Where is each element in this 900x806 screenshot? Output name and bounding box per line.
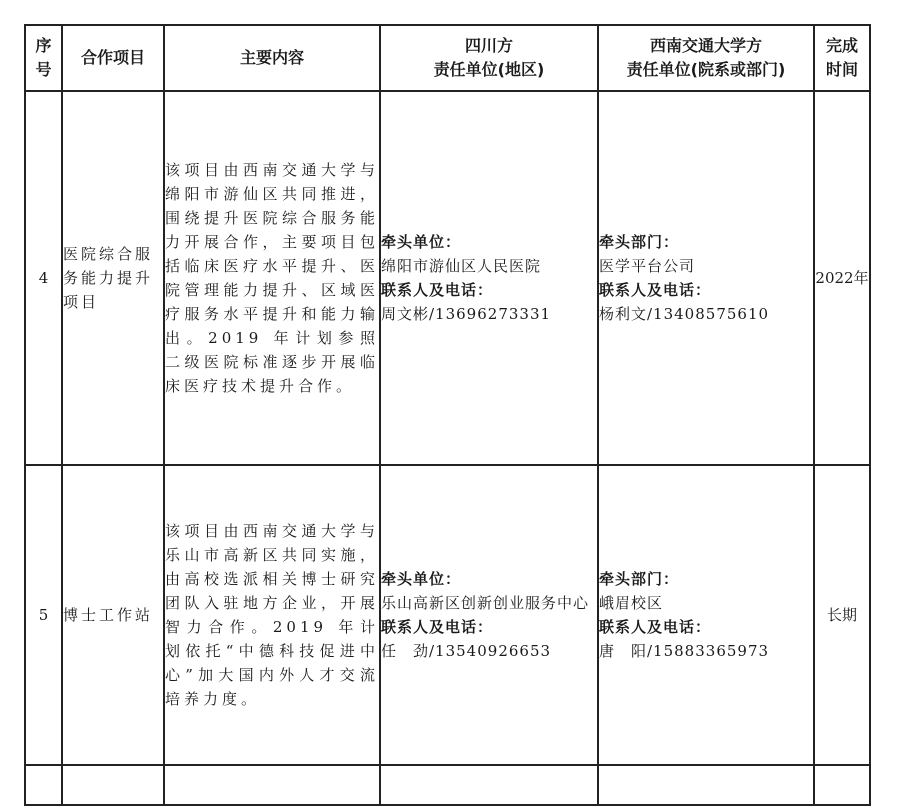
row-time: [814, 91, 870, 465]
header-row: [25, 25, 870, 91]
row-swjtu-unit: [598, 465, 814, 765]
cooperation-table: [24, 24, 871, 806]
header-time: 完成 时间: [814, 25, 870, 91]
lead-label: 牵头单位：: [381, 233, 462, 251]
lead-unit: 绵阳市游仙区人民医院: [381, 257, 542, 275]
time-value: 2022年: [815, 269, 869, 287]
lead-label: 牵头单位：: [381, 570, 462, 588]
row-seq: 4: [25, 91, 62, 465]
lead-label: 牵头部门：: [599, 233, 680, 251]
header-content: 主要内容: [164, 25, 380, 91]
lead-unit: 峨眉校区: [599, 594, 664, 612]
contact-label: 联系人及电话：: [599, 618, 712, 636]
header-seq: 序 号: [25, 25, 62, 91]
lead-unit: 医学平台公司: [599, 257, 696, 275]
row-sichuan-unit: [380, 465, 598, 765]
lead-unit: 乐山高新区创新创业服务中心: [381, 594, 590, 612]
row-swjtu-unit: [598, 91, 814, 465]
contact-value: 唐 阳/15883365973: [599, 642, 770, 660]
row-content: 该项目由西南交通大学与乐山市高新区共同实施，由高校选派相关博士研究团队入驻地方企业，开展智力合作。2019 年计划依托“中德科技促进中心”加大国内外人才交流培养力度。: [164, 465, 380, 765]
contact-label: 联系人及电话：: [599, 281, 712, 299]
contact-value: 任 劲/13540926653: [381, 642, 552, 660]
contact-label: 联系人及电话：: [381, 281, 494, 299]
header-sichuan: 四川方 责任单位(地区): [380, 25, 598, 91]
header-swjtu: 西南交通大学方 责任单位(院系或部门): [598, 25, 814, 91]
table-row-partial: [25, 765, 870, 805]
contact-value: 周文彬/13696273331: [381, 305, 552, 323]
contact-label: 联系人及电话：: [381, 618, 494, 636]
row-content: 该项目由西南交通大学与绵阳市游仙区共同推进，围绕提升医院综合服务能力开展合作，主要项目包括临床医疗水平提升、医院管理能力提升、区域医疗服务水平提升和能力输出。2019 年计划参照二级医院标准逐步开展临床医疗技术提升合作。: [164, 91, 380, 465]
row-seq: 5: [25, 465, 62, 765]
row-time: 长期: [814, 465, 870, 765]
row-project: 医院综合服务能力提升项目: [62, 91, 164, 465]
row-project: 博士工作站: [62, 465, 164, 765]
header-project: 合作项目: [62, 25, 164, 91]
table-row: [25, 465, 870, 765]
contact-value: 杨利文/13408575610: [599, 305, 770, 323]
row-sichuan-unit: [380, 91, 598, 465]
table-row: [25, 91, 870, 465]
lead-label: 牵头部门：: [599, 570, 680, 588]
